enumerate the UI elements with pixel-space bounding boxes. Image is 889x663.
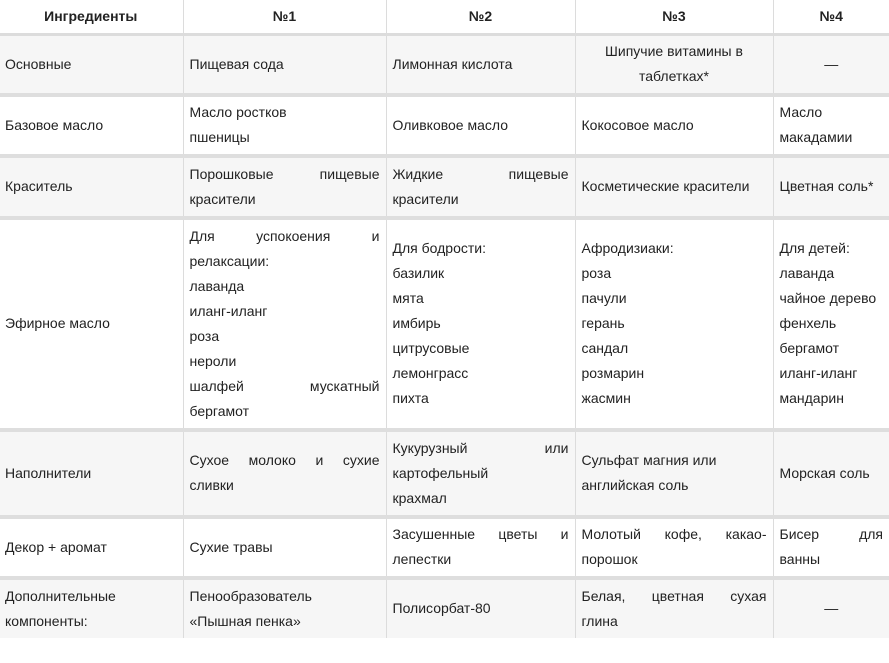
cell-line: лемонграсс xyxy=(392,365,469,381)
table-cell xyxy=(183,578,386,638)
cell-line: сливки xyxy=(189,477,234,493)
table-body xyxy=(0,35,889,638)
header-recipe-1: №1 xyxy=(183,0,386,35)
cell-line: Афродизиаки: xyxy=(581,240,674,256)
cell-line: макадамии xyxy=(779,129,853,145)
cell-line: Кукурузный или xyxy=(392,439,569,456)
cell-line: Масло ростков xyxy=(189,104,287,120)
table-cell xyxy=(386,35,575,95)
table-row xyxy=(0,578,889,638)
cell-line: бергамот xyxy=(779,340,840,356)
cell-line: нероли xyxy=(189,352,237,369)
cell-line: герань xyxy=(581,315,625,331)
cell-line: Пищевая сода xyxy=(189,55,284,72)
header-recipe-4: №4 xyxy=(773,0,889,35)
cell-line: Морская соль xyxy=(779,464,870,481)
cell-line: Бисер для xyxy=(779,526,883,542)
cell-line: «Пышная пенка» xyxy=(189,612,301,629)
cell-line: пшеницы xyxy=(189,129,250,145)
cell-line: картофельный xyxy=(392,464,489,481)
cell-line: бергамот xyxy=(189,402,250,419)
cell-line: Пенообразователь xyxy=(189,587,312,604)
cell-line: иланг-иланг xyxy=(779,365,858,381)
cell-line: красители xyxy=(189,190,256,207)
row-label: Эфирное масло xyxy=(0,218,183,430)
cell-line: Для детей: xyxy=(779,240,850,256)
cell-line: лаванда xyxy=(189,277,245,294)
header-row xyxy=(0,0,889,35)
table-cell xyxy=(773,156,889,218)
cell-line: мята xyxy=(392,290,424,306)
cell-line: таблетках* xyxy=(639,68,709,85)
cell-line: Сухое молоко и сухие xyxy=(189,452,380,468)
cell-line: фенхель xyxy=(779,315,837,331)
cell-line: Сухие травы xyxy=(189,538,273,555)
cell-line: — xyxy=(824,55,839,72)
cell-line: английская соль xyxy=(581,477,689,493)
cell-line: Для успокоения и xyxy=(189,227,380,244)
table-cell xyxy=(575,156,773,218)
cell-line: Засушенные цветы и xyxy=(392,526,569,542)
table-cell xyxy=(575,95,773,156)
cell-line: Жидкие пищевые xyxy=(392,165,569,182)
cell-line: мандарин xyxy=(779,390,844,406)
cell-line: чайное дерево xyxy=(779,290,877,306)
cell-line: Белая, цветная сухая xyxy=(581,587,767,604)
cell-line: шалфей мускатный xyxy=(189,377,380,394)
cell-line: жасмин xyxy=(581,390,631,406)
table-cell xyxy=(575,430,773,517)
cell-line: — xyxy=(824,600,839,616)
table-cell xyxy=(575,35,773,95)
cell-line: лаванда xyxy=(779,265,835,281)
table-cell xyxy=(386,156,575,218)
cell-line: красители xyxy=(392,190,459,207)
table-row xyxy=(0,35,889,95)
cell-line: базилик xyxy=(392,265,445,281)
cell-line: Для бодрости: xyxy=(392,240,486,256)
cell-line: Сульфат магния или xyxy=(581,452,717,468)
table-cell xyxy=(183,517,386,578)
row-label: Краситель xyxy=(0,156,183,218)
cell-line: роза xyxy=(581,265,612,281)
cell-line: Лимонная кислота xyxy=(392,55,513,72)
table-header xyxy=(0,0,889,35)
cell-line: ванны xyxy=(779,551,821,567)
table-cell xyxy=(773,430,889,517)
cell-line: порошок xyxy=(581,551,638,567)
table-row xyxy=(0,517,889,578)
header-recipe-3: №3 xyxy=(575,0,773,35)
cell-line: лепестки xyxy=(392,551,452,567)
table-cell xyxy=(773,218,889,430)
cell-line: пачули xyxy=(581,290,627,306)
row-label: Дополнительные компоненты: xyxy=(0,578,183,638)
table-cell xyxy=(183,218,386,430)
cell-line: цитрусовые xyxy=(392,340,470,356)
table-cell xyxy=(183,430,386,517)
cell-line: Цветная соль* xyxy=(779,178,874,194)
cell-line: Кокосовое масло xyxy=(581,116,694,133)
row-label: Базовое масло xyxy=(0,95,183,156)
cell-line: розмарин xyxy=(581,365,645,381)
table-row xyxy=(0,95,889,156)
table-cell xyxy=(386,430,575,517)
cell-line: релаксации: xyxy=(189,252,270,269)
cell-line: роза xyxy=(189,327,220,344)
cell-line: Шипучие витамины в xyxy=(605,43,743,60)
cell-line: Полисорбат-80 xyxy=(392,600,491,616)
table-row xyxy=(0,430,889,517)
cell-line: Молотый кофе, какао- xyxy=(581,526,767,542)
table-cell xyxy=(575,517,773,578)
table-cell xyxy=(773,517,889,578)
table-cell xyxy=(183,95,386,156)
cell-line: Косметические красители xyxy=(581,178,750,194)
table-cell xyxy=(183,156,386,218)
cell-line: иланг-иланг xyxy=(189,302,268,319)
cell-line: глина xyxy=(581,612,618,629)
table-cell xyxy=(386,517,575,578)
table-cell xyxy=(773,35,889,95)
header-ingredients: Ингредиенты xyxy=(0,0,183,35)
cell-line: Оливковое масло xyxy=(392,116,508,133)
table-cell xyxy=(575,218,773,430)
cell-line: Масло xyxy=(779,104,823,120)
table-cell xyxy=(183,35,386,95)
cell-line: крахмал xyxy=(392,489,447,506)
table-cell xyxy=(386,95,575,156)
cell-line: Порошковые пищевые xyxy=(189,165,380,182)
row-label: Декор + аромат xyxy=(0,517,183,578)
cell-line: пихта xyxy=(392,390,429,406)
cell-line: имбирь xyxy=(392,315,441,331)
header-recipe-2: №2 xyxy=(386,0,575,35)
row-label: Наполнители xyxy=(0,430,183,517)
table-cell xyxy=(773,578,889,638)
row-label: Основные xyxy=(0,35,183,95)
table-row xyxy=(0,156,889,218)
cell-line: сандал xyxy=(581,340,629,356)
table-cell xyxy=(386,578,575,638)
table-cell xyxy=(386,218,575,430)
table-cell xyxy=(575,578,773,638)
table-row xyxy=(0,218,889,430)
table-cell xyxy=(773,95,889,156)
